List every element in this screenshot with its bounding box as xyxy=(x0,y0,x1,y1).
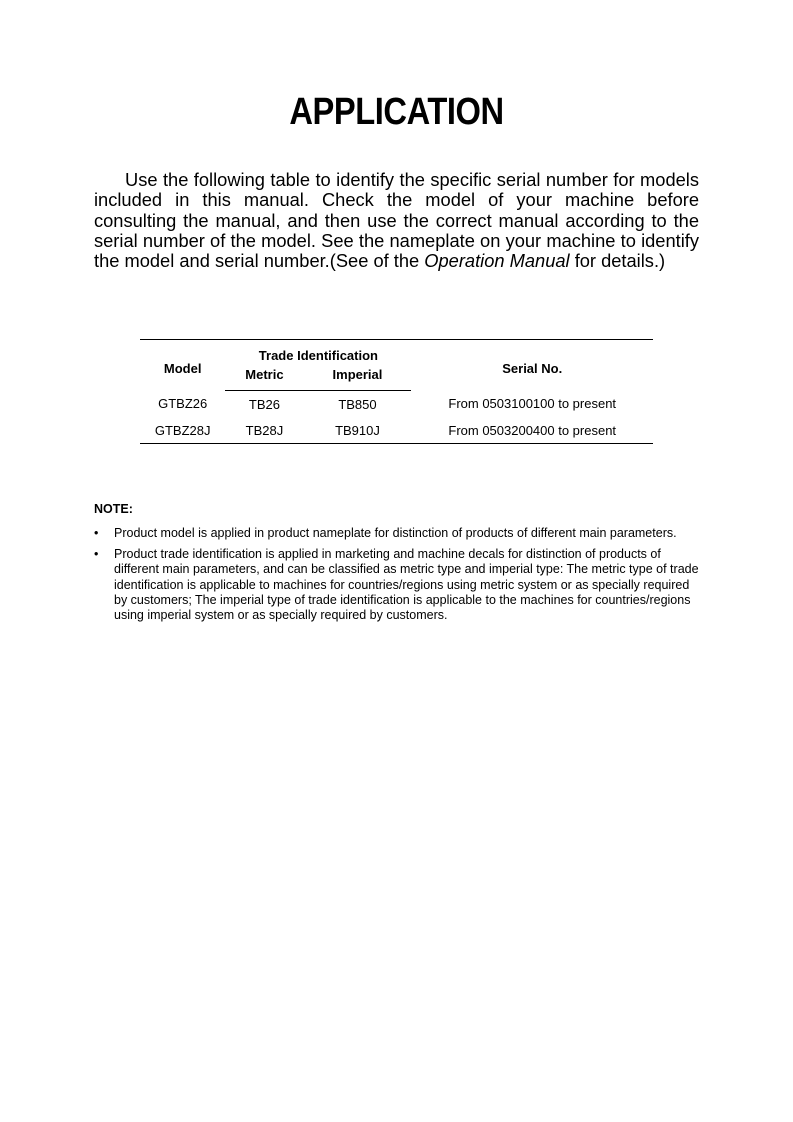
table-row xyxy=(140,391,653,418)
note-heading: NOTE: xyxy=(94,502,133,516)
cell-serial: From 0503200400 to present xyxy=(411,417,653,444)
header-model: Model xyxy=(140,340,225,391)
table-row xyxy=(140,417,653,444)
serial-number-table xyxy=(140,339,653,444)
page-title: APPLICATION xyxy=(289,91,504,133)
header-metric: Metric xyxy=(225,365,303,391)
table-header-row xyxy=(140,340,653,366)
cell-metric: TB28J xyxy=(225,417,303,444)
header-imperial: Imperial xyxy=(304,365,412,391)
intro-paragraph xyxy=(94,170,699,271)
list-item xyxy=(94,547,699,623)
cell-metric: TB26 xyxy=(248,396,280,412)
intro-text-end: for details.) xyxy=(569,250,666,272)
cell-serial: From 0503100100 to present xyxy=(448,396,617,412)
header-serial: Serial No. xyxy=(411,340,653,391)
header-trade-identification: Trade Identification xyxy=(225,340,411,366)
cell-model: GTBZ26 xyxy=(158,396,208,412)
cell-model: GTBZ28J xyxy=(140,417,225,444)
list-item xyxy=(94,526,699,541)
bullet-icon: • xyxy=(94,526,99,540)
intro-text: Use the following table to identify the specific serial number for models included in this manual. Check the model of your machine before consulting the manual, and then use the correct manual according to the serial number of the model. See the nameplate on your machine to identify the model and serial number.(See of the xyxy=(94,169,699,272)
cell-imperial: TB910J xyxy=(304,417,412,444)
note-text: Product model is applied in product nameplate for distinction of products of different main parameters. xyxy=(114,526,677,540)
note-list xyxy=(94,526,699,629)
intro-emphasis: Operation Manual xyxy=(424,250,570,272)
bullet-icon: • xyxy=(94,547,99,562)
cell-imperial: TB850 xyxy=(338,396,377,412)
note-text: Product trade identification is applied in marketing and machine decals for distinction of products of different main parameters, and can be classified as metric type and imperial type: The metric type of trade identification is applicable to machines for countries/regions using metric system or as specially required by customers; The imperial type of trade identification is applicable to the machines for countries/regions using imperial system or as specially required by customers. xyxy=(114,547,699,623)
